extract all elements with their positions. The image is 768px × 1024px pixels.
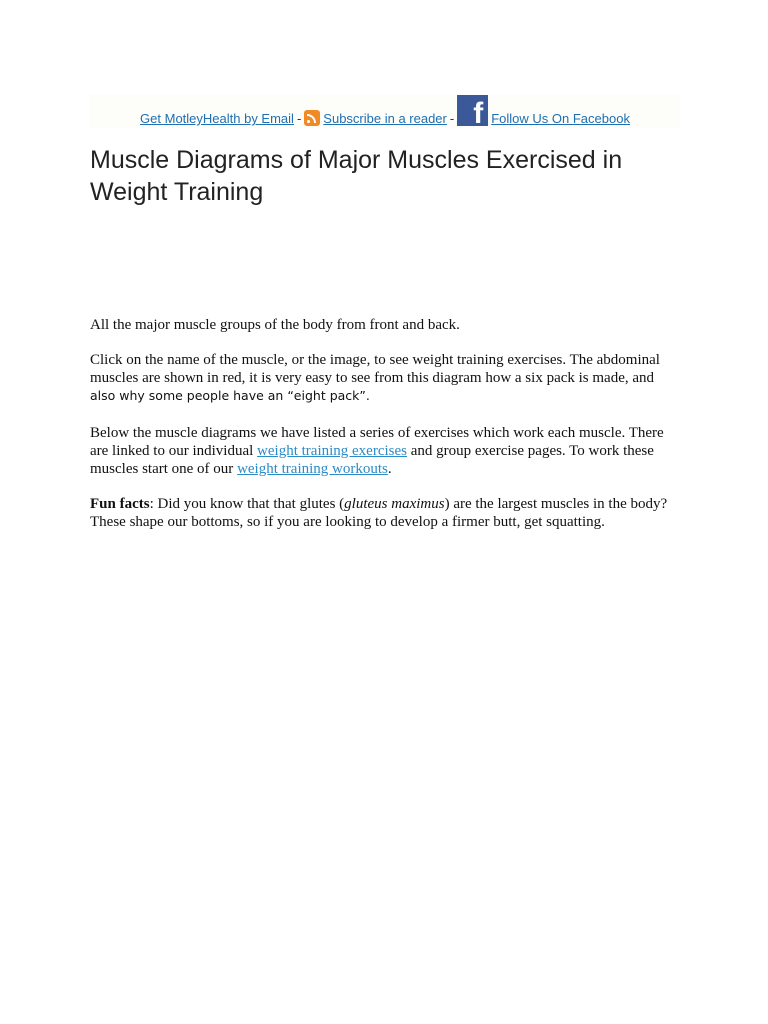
reader-subscribe-link[interactable]: Subscribe in a reader	[323, 111, 447, 126]
facebook-icon[interactable]	[457, 95, 488, 130]
fun-facts-paragraph	[90, 495, 675, 531]
email-subscribe-link[interactable]: Get MotleyHealth by Email	[140, 111, 294, 126]
subscribe-bar	[90, 94, 680, 128]
instructions-tail-text: also why some people have an “eight pack”.	[90, 388, 370, 403]
gluteus-maximus-term: gluteus maximus	[344, 496, 445, 512]
separator: -	[449, 111, 455, 126]
exercises-paragraph	[90, 424, 675, 478]
rss-icon[interactable]	[304, 110, 320, 126]
exercises-text-c: .	[387, 461, 392, 477]
fun-facts-text-b: ) are the largest muscles in the body? These shape our bottoms, so if you are looking to develop a firmer butt, get squatting.	[90, 496, 668, 530]
instructions-text: Click on the name of the muscle, or the image, to see weight training exercises. The abdominal muscles are shown in red, it is very easy to see from this diagram how a six pack is made, and	[90, 352, 660, 386]
facebook-letter: f	[473, 97, 484, 130]
weight-training-exercises-link[interactable]: weight training exercises	[257, 443, 407, 459]
weight-training-workouts-link[interactable]: weight training workouts	[237, 461, 388, 477]
intro-text: All the major muscle groups of the body from front and back.	[90, 317, 460, 333]
fun-facts-label: Fun facts	[90, 496, 150, 512]
page-title: Muscle Diagrams of Major Muscles Exercised in Weight Training	[90, 146, 623, 206]
instructions-paragraph	[90, 351, 675, 405]
fun-facts-text-a: : Did you know that that glutes (	[149, 496, 345, 512]
facebook-follow-link[interactable]: Follow Us On Facebook	[491, 111, 630, 126]
separator: -	[296, 111, 302, 126]
exercises-text-b: and group exercise pages. To work these muscles start one of our	[90, 443, 654, 477]
intro-paragraph	[90, 316, 675, 334]
exercises-text-a: Below the muscle diagrams we have listed a series of exercises which work each muscle. There are linked to our individual	[90, 425, 664, 459]
